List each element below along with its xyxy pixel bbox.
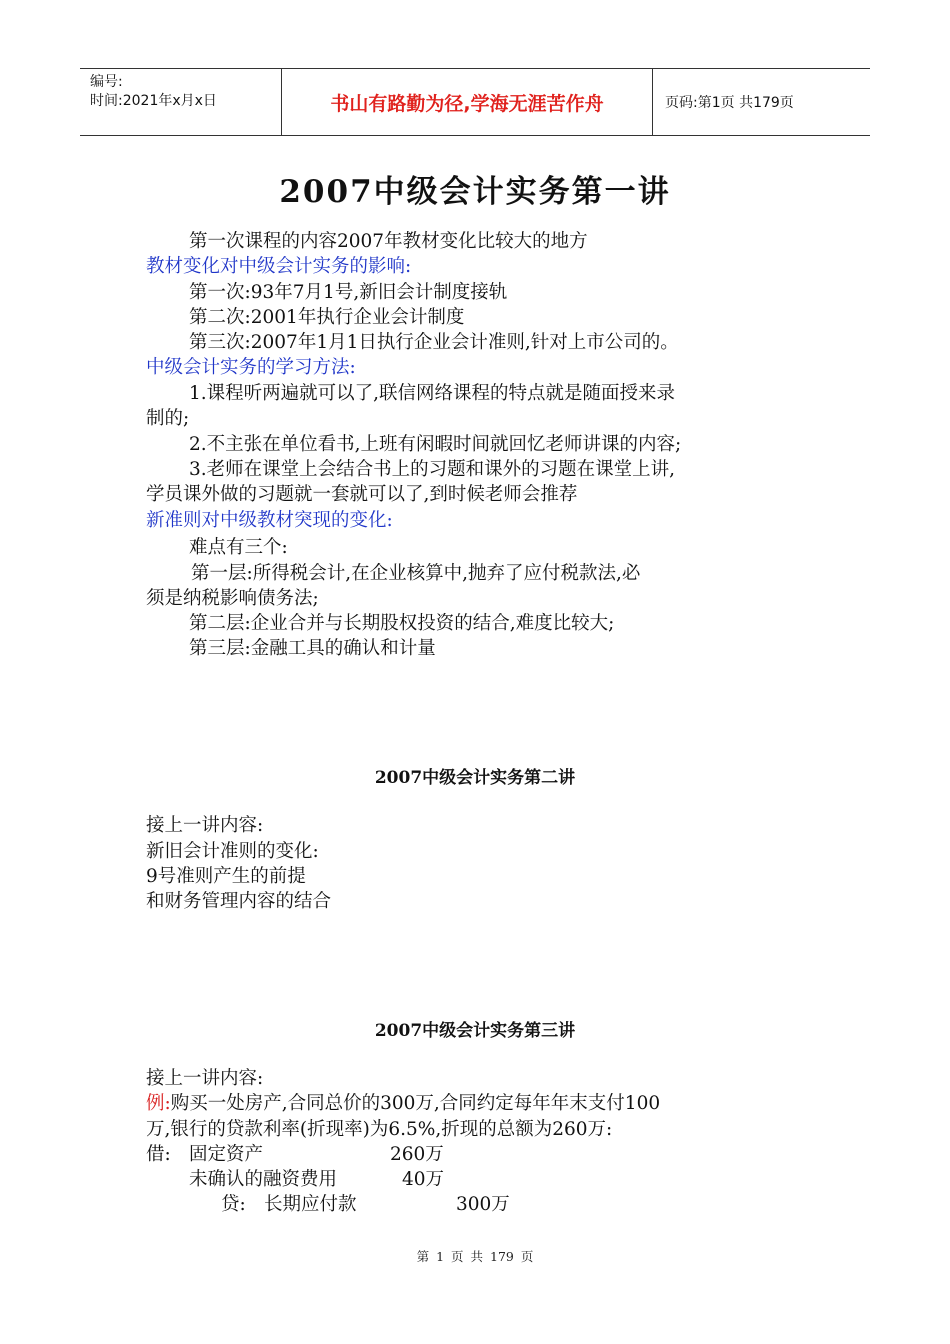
debit-2-account: 未确认的融资费用 <box>189 1169 338 1190</box>
difficulty-1-line-1: 第一层:所得税会计,在企业核算中,抛弃了应付税款法,必 <box>191 563 641 584</box>
difficulty-intro: 难点有三个: <box>189 537 288 558</box>
lecture1-item-2: 第二次:2001年执行企业会计制度 <box>189 307 465 328</box>
lecture1-item-1: 第一次:93年7月1号,新旧会计制度接轨 <box>189 282 508 303</box>
document-number-label: 编号: <box>90 74 123 90</box>
lecture1-subheading-changes: 新准则对中级教材突现的变化: <box>146 510 393 531</box>
page-header <box>80 68 870 136</box>
header-page-number: 页码:第1页 共179页 <box>665 95 794 111</box>
lecture2-title: 2007中级会计实务第二讲 <box>374 768 576 788</box>
example-label: 例: <box>146 1093 171 1114</box>
method-1-line-1: 1.课程听两遍就可以了,联信网络课程的特点就是随面授来录 <box>189 383 676 404</box>
example-line-1 <box>146 1092 660 1116</box>
debit-1-amount: 260万 <box>390 1144 444 1165</box>
credit-account: 长期应付款 <box>264 1194 357 1215</box>
document-time-label: 时间:2021年x月x日 <box>90 93 217 109</box>
difficulty-2: 第二层:企业合并与长期股权投资的结合,难度比较大; <box>189 613 615 634</box>
lecture1-item-3: 第三次:2007年1月1日执行企业会计准则,针对上市公司的。 <box>189 332 679 353</box>
method-3-line-1: 3.老师在课堂上会结合书上的习题和课外的习题在课堂上讲, <box>189 459 676 480</box>
debit-label: 借: <box>146 1144 171 1165</box>
example-text: 购买一处房产,合同总价的300万,合同约定每年年末支付100 <box>170 1093 661 1114</box>
lecture2-line-2: 新旧会计准则的变化: <box>146 841 319 862</box>
debit-1-account: 固定资产 <box>189 1144 264 1165</box>
method-1-line-2: 制的; <box>146 408 190 429</box>
lecture3-title: 2007中级会计实务第三讲 <box>374 1021 576 1041</box>
header-meta <box>80 69 281 135</box>
debit-2-amount: 40万 <box>402 1169 445 1190</box>
difficulty-1-line-2: 须是纳税影响债务法; <box>146 588 319 609</box>
lecture1-intro: 第一次课程的内容2007年教材变化比较大的地方 <box>189 231 588 252</box>
lecture2-line-3: 9号准则产生的前提 <box>146 866 306 887</box>
header-motto: 书山有路勤为径,学海无涯苦作舟 <box>281 69 653 135</box>
lecture1-title: 2007中级会计实务第一讲 <box>279 174 671 210</box>
credit-label: 贷: <box>221 1194 246 1215</box>
page-footer: 第 1 页 共 179 页 <box>416 1249 534 1264</box>
lecture1-subheading-method: 中级会计实务的学习方法: <box>146 357 356 378</box>
lecture2-line-1: 接上一讲内容: <box>146 815 264 836</box>
example-line-2: 万,银行的贷款利率(折现率)为6.5%,折现的总额为260万: <box>146 1119 613 1140</box>
method-2: 2.不主张在单位看书,上班有闲暇时间就回忆老师讲课的内容; <box>189 434 682 455</box>
lecture2-line-4: 和财务管理内容的结合 <box>146 891 332 912</box>
lecture1-subheading-impact: 教材变化对中级会计实务的影响: <box>146 256 412 277</box>
credit-amount: 300万 <box>456 1194 510 1215</box>
difficulty-3: 第三层:金融工具的确认和计量 <box>189 638 436 659</box>
lecture3-line-1: 接上一讲内容: <box>146 1068 264 1089</box>
method-3-line-2: 学员课外做的习题就一套就可以了,到时候老师会推荐 <box>146 484 578 505</box>
